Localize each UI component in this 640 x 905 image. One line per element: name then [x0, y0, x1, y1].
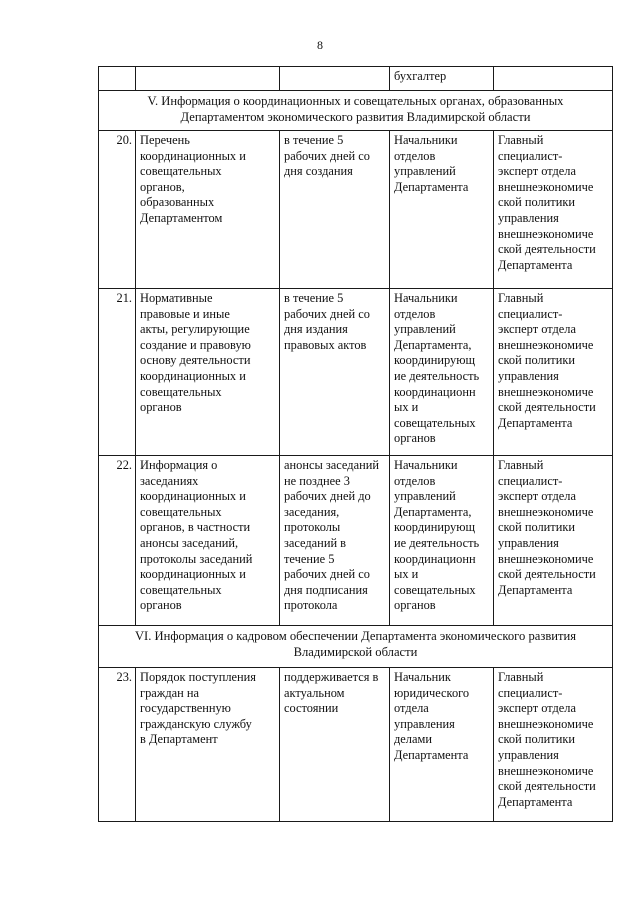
- cell-responsible: Начальник юридического отдела управления делами Департамента: [390, 668, 494, 822]
- row-number: 21.: [99, 289, 136, 456]
- cell-executor: Главный специалист- эксперт отдела внешнеэкономиче ской политики управления внешнеэкономиче ской деятельности Департамента: [494, 456, 613, 626]
- cell-executor: Главный специалист- эксперт отдела внешнеэкономиче ской политики управления внешнеэкономиче ской деятельности Департамента: [494, 131, 613, 289]
- table-row: [99, 131, 613, 289]
- cell-executor: [494, 67, 613, 91]
- cell-name: Перечень координационных и совещательных органов, образованных Департаментом: [136, 131, 280, 289]
- cell-responsible: Начальники отделов управлений Департамента: [390, 131, 494, 289]
- table-row: [99, 668, 613, 822]
- information-table: [98, 66, 613, 822]
- table-row: [99, 456, 613, 626]
- row-number: 22.: [99, 456, 136, 626]
- cell-name: Порядок поступления граждан на государственную гражданскую службу в Департамент: [136, 668, 280, 822]
- row-number: 20.: [99, 131, 136, 289]
- cell-num: [99, 67, 136, 91]
- cell-executor: Главный специалист- эксперт отдела внешнеэкономиче ской политики управления внешнеэкономиче ской деятельности Департамента: [494, 668, 613, 822]
- cell-term: в течение 5 рабочих дней со дня создания: [280, 131, 390, 289]
- section-header-vi: [99, 626, 613, 668]
- cell-responsible: бухгалтер: [390, 67, 494, 91]
- table-row: [99, 289, 613, 456]
- table-row-continuation: [99, 67, 613, 91]
- section-title: VI. Информация о кадровом обеспечении Департамента экономического развития Владимирской области: [99, 626, 613, 668]
- cell-term: [280, 67, 390, 91]
- section-header-v: [99, 91, 613, 131]
- cell-name: Нормативные правовые и иные акты, регулирующие создание и правовую основу деятельности координационных и совещательных органов: [136, 289, 280, 456]
- cell-term: поддерживается в актуальном состоянии: [280, 668, 390, 822]
- cell-executor: Главный специалист- эксперт отдела внешнеэкономиче ской политики управления внешнеэкономиче ской деятельности Департамента: [494, 289, 613, 456]
- cell-term: в течение 5 рабочих дней со дня издания правовых актов: [280, 289, 390, 456]
- cell-name: [136, 67, 280, 91]
- cell-responsible: Начальники отделов управлений Департамента, координирующ ие деятельность координационн ых и совещательных органов: [390, 289, 494, 456]
- cell-name: Информация о заседаниях координационных и совещательных органов, в частности анонсы заседаний, протоколы заседаний координационных и совещательных органов: [136, 456, 280, 626]
- section-title: V. Информация о координационных и совещательных органах, образованных Департаментом экономического развития Владимирской области: [99, 91, 613, 131]
- cell-responsible: Начальники отделов управлений Департамента, координирующ ие деятельность координационн ых и совещательных органов: [390, 456, 494, 626]
- row-number: 23.: [99, 668, 136, 822]
- cell-term: анонсы заседаний не позднее 3 рабочих дней до заседания, протоколы заседаний в течение 5 рабочих дней со дня подписания протокола: [280, 456, 390, 626]
- page-number: 8: [317, 38, 323, 52]
